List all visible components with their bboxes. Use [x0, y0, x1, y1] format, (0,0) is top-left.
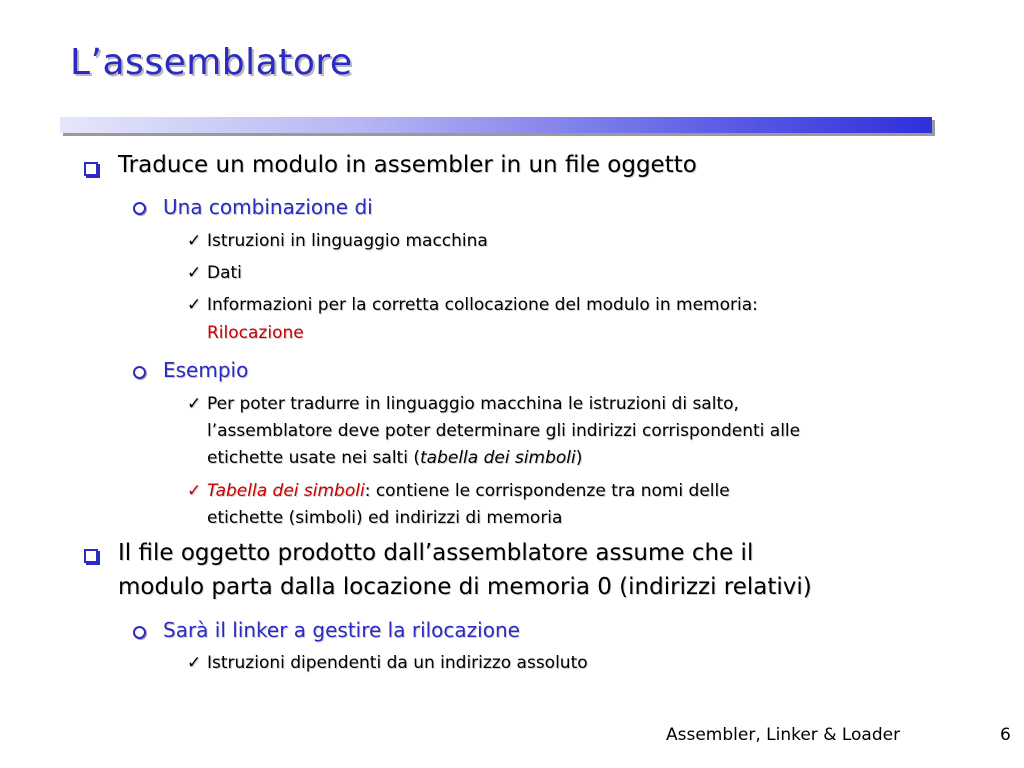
check-item-istruzioni: Istruzioni in linguaggio macchina [207, 231, 488, 251]
rilocazione-text: Rilocazione [207, 323, 304, 343]
bullet-1-text: Traduce un modulo in assembler in un file oggetto [118, 152, 697, 178]
check-item-informazioni: Informazioni per la corretta collocazione del modulo in memoria: [207, 295, 758, 315]
check-icon: ✓ [187, 653, 202, 673]
check-item-indirizzo-assoluto: Istruzioni dipendenti da un indirizzo assoluto [207, 653, 588, 673]
esempio-line-3 [207, 448, 582, 468]
check-icon: ✓ [187, 394, 202, 414]
bullet-2-line-2: modulo parta dalla locazione di memoria 0 (indirizzi relativi) [118, 574, 812, 600]
esempio-line-1: Per poter tradurre in linguaggio macchina le istruzioni di salto, [207, 394, 739, 414]
check-icon: ✓ [187, 295, 202, 315]
footer-title: Assembler, Linker & Loader [666, 725, 901, 745]
bullet-2-line-1: Il file oggetto prodotto dall’assemblatore assume che il [118, 540, 754, 566]
page-number: 6 [1000, 725, 1011, 745]
check-icon: ✓ [187, 231, 202, 251]
tabella-simboli-line-1 [207, 481, 730, 501]
circle-bullet-icon [133, 202, 146, 215]
sub-bullet-combinazione: Una combinazione di [163, 195, 373, 219]
check-icon: ✓ [187, 481, 202, 501]
square-bullet-icon [84, 162, 98, 176]
circle-bullet-icon [133, 366, 146, 379]
tabella-simboli-term: Tabella dei simboli [207, 481, 365, 501]
esempio-line-3-a: etichette usate nei salti ( [207, 448, 420, 468]
tabella-simboli-italic: tabella dei simboli [419, 448, 576, 468]
esempio-line-3-c: ) [575, 448, 583, 468]
square-bullet-icon [84, 549, 98, 563]
tabella-simboli-line-2: etichette (simboli) ed indirizzi di memoria [207, 508, 563, 528]
check-icon: ✓ [187, 263, 202, 283]
sub-bullet-linker: Sarà il linker a gestire la rilocazione [163, 618, 520, 642]
slide-title: L’assemblatore [70, 42, 353, 83]
circle-bullet-icon [133, 626, 146, 639]
esempio-line-2: l’assemblatore deve poter determinare gli indirizzi corrispondenti alle [207, 421, 801, 441]
tabella-simboli-def: : contiene le corrispondenze tra nomi delle [364, 481, 730, 501]
title-underline-bar [60, 117, 932, 133]
sub-bullet-esempio: Esempio [163, 358, 249, 382]
check-item-dati: Dati [207, 263, 242, 283]
